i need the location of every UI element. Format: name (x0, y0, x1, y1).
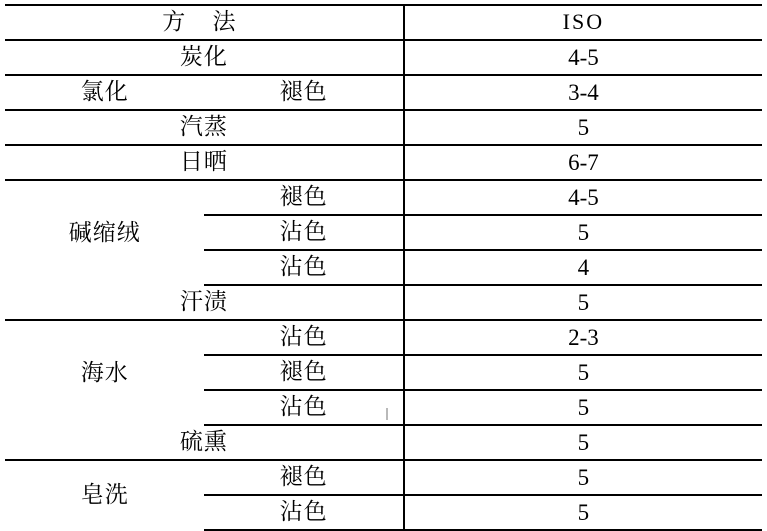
iso-cell: 5 (404, 495, 762, 530)
table-row (5, 40, 762, 75)
table-row (5, 110, 762, 145)
aspect-cell: 褪色 (204, 355, 403, 390)
table-row (5, 145, 762, 180)
iso-cell: 4-5 (404, 40, 762, 75)
method-cell: 汽蒸 (5, 110, 404, 145)
method-cell: 海水 (80, 359, 129, 386)
table-row (5, 460, 762, 495)
iso-cell: 5 (404, 425, 762, 460)
aspect-cell: 沾色 (204, 495, 403, 530)
aspect-cell: 沾色 (204, 320, 403, 355)
method-cell: 硫熏 (5, 425, 404, 460)
table-row (5, 285, 762, 320)
method-cell: 日晒 (5, 145, 404, 180)
document-page (0, 4, 767, 525)
iso-cell: 5 (404, 110, 762, 145)
iso-cell: 5 (404, 285, 762, 320)
iso-cell: 4 (404, 250, 762, 285)
method-cell: 皂洗 (80, 482, 129, 508)
aspect-cell: 褪色 (204, 460, 403, 495)
aspect-cell: 沾色 (204, 215, 403, 250)
iso-cell: 3-4 (404, 75, 762, 110)
iso-cell: 5 (404, 390, 762, 425)
scan-artifact-mark (386, 408, 388, 420)
aspect-cell: 沾色 (204, 390, 403, 425)
table-header-row (5, 5, 762, 40)
iso-cell: 5 (404, 355, 762, 390)
iso-cell: 4-5 (404, 180, 762, 215)
iso-cell: 2-3 (404, 320, 762, 355)
method-cell: 汗渍 (5, 285, 404, 320)
aspect-cell: 沾色 (204, 250, 403, 285)
aspect-cell: 褪色 (204, 180, 403, 215)
aspect-cell: 褪色 (204, 75, 403, 110)
iso-cell: 5 (404, 460, 762, 495)
table-row (5, 320, 762, 355)
table-row (5, 75, 762, 110)
table-row (5, 425, 762, 460)
header-cell-iso: ISO (404, 5, 762, 40)
header-cell-method: 方 法 (5, 5, 404, 40)
method-cell: 炭化 (5, 40, 404, 75)
method-cell: 碱缩绒 (68, 219, 141, 246)
method-cell: 氯化 (5, 75, 204, 110)
colorfastness-results-table (5, 4, 762, 531)
iso-cell: 5 (404, 215, 762, 250)
table-row (5, 180, 762, 215)
iso-cell: 6-7 (404, 145, 762, 180)
